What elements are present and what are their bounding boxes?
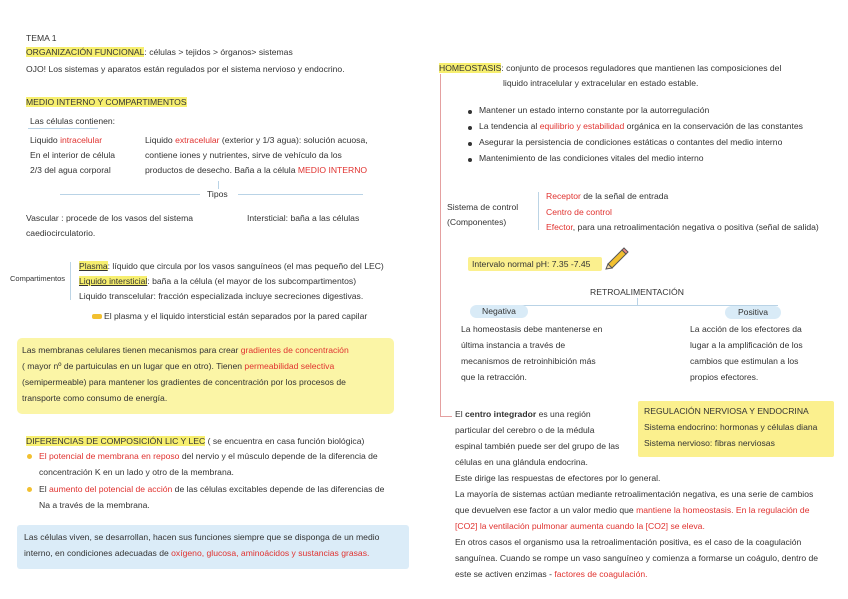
receptor-text: de la señal de entrada xyxy=(580,191,669,201)
pared-capilar-text: El plasma y el liquido intersticial están separados por la pared capilar xyxy=(104,311,368,321)
intracelular-line1 xyxy=(30,135,102,146)
tipos-line-right xyxy=(238,194,363,195)
homeostasis-line2: liquido intracelular y extracelular en estado estable. xyxy=(503,78,699,88)
efector-text: , para una retroalimentación negativa o positiva (señal de salida) xyxy=(572,222,819,232)
potencial-line1 xyxy=(39,451,378,462)
diferencias-heading xyxy=(26,436,364,447)
pencil-icon xyxy=(92,314,102,319)
connector-line xyxy=(28,128,98,129)
plasma-term: Plasma xyxy=(79,261,108,271)
paragraph-line3 xyxy=(455,505,810,516)
membranas-line4: transporte como consumo de energía. xyxy=(22,393,168,403)
centro-pre: El xyxy=(455,409,466,419)
tipos-line-up xyxy=(218,181,219,189)
retro-line-up xyxy=(637,298,638,306)
intracelular-line2: En el interior de célula xyxy=(30,150,116,160)
regulacion-title: REGULACIÓN NERVIOSA Y ENDOCRINA xyxy=(644,406,809,416)
bullet-dot xyxy=(468,126,472,130)
homeostasis-bullet-pre: Mantener un estado interno constante por la autorregulación xyxy=(479,105,710,115)
bullet-dot xyxy=(27,454,32,459)
receptor-line xyxy=(546,191,668,202)
positiva-label: Positiva xyxy=(737,307,769,317)
homeostasis-vline xyxy=(440,74,441,416)
potencial-text: del nervio y el músculo depende de la diferencia de xyxy=(179,451,378,461)
tema-label: TEMA 1 xyxy=(26,33,57,43)
homeostasis-line1 xyxy=(439,63,781,74)
homeostasis-bullet xyxy=(479,121,803,132)
potencial-accion-term: aumento del potencial de acción xyxy=(49,484,173,494)
extracelular-line1 xyxy=(145,135,368,146)
vascular-line2: caediocirculatorio. xyxy=(26,228,96,238)
homeostasis-bullet-pre: Asegurar la persistencia de condiciones estáticas o contantes del medio interno xyxy=(479,137,783,147)
bullet-dot xyxy=(468,142,472,146)
homeostasis-bullet xyxy=(479,153,704,164)
p3-red: mantiene la homeostasis. En la regulación de xyxy=(636,505,810,515)
paragraph-line5: En otros casos el organismo usa la retroalimentación positiva, es el caso de la coagulación xyxy=(455,537,802,547)
centro-integrador-term: centro integrador xyxy=(465,409,537,419)
paragraph-line6: sanguínea. Cuando se rompe un vaso sanguíneo y comienza a formarse un coágulo, dentro de xyxy=(455,553,819,563)
tipos-label: Tipos xyxy=(207,189,228,199)
regulacion-nervioso: Sistema nervioso: fibras nerviosas xyxy=(644,438,775,448)
regulacion-endocrino: Sistema endocrino: hormonas y células diana xyxy=(644,422,818,432)
condiciones-line1: Las células viven, se desarrollan, hacen sus funciones siempre que se disponga de un medio xyxy=(24,532,380,542)
positiva-pill xyxy=(725,306,781,319)
p7-pre: este se activen enzimas - xyxy=(455,569,555,579)
receptor-term: Receptor xyxy=(546,191,581,201)
medio-interno-heading xyxy=(26,97,187,108)
efector-term: Efector xyxy=(546,222,573,232)
homeostasis-bullet xyxy=(479,105,709,116)
positiva-line1: La acción de los efectores da xyxy=(690,324,802,334)
accion-line1 xyxy=(39,484,384,495)
intracelular-term: intracelular xyxy=(60,135,103,145)
positiva-line3: cambios que estimulan a los xyxy=(690,356,799,366)
pencil-icon xyxy=(604,244,630,270)
extra-post: (exterior y 1/3 agua): solución acuosa, xyxy=(219,135,368,145)
negativa-line4: que la retracción. xyxy=(461,372,527,382)
tipos-line-left xyxy=(60,194,200,195)
membranas-l1-pre: Las membranas celulares tienen mecanismos para crear xyxy=(22,345,241,355)
homeostasis-def: : conjunto de procesos reguladores que mantienen las composiciones del xyxy=(501,63,782,73)
extra-pre: Liquido xyxy=(145,135,176,145)
control-bracket xyxy=(538,192,539,230)
medio-interno-title: MEDIO INTERNO Y COMPARTIMENTOS xyxy=(26,97,187,107)
nutrientes-term: oxígeno, glucosa, aminoácidos y sustancias grasas. xyxy=(171,548,370,558)
liquido-intersticial-line xyxy=(79,276,356,287)
diferencias-rest: ( se encuentra en casa función biológica) xyxy=(205,436,365,446)
potencial-reposo-term: El potencial de membrana en reposo xyxy=(39,451,180,461)
gradientes-term: gradientes de concentración xyxy=(240,345,349,355)
permeabilidad-term: permeabilidad selectiva xyxy=(244,361,335,371)
negativa-pill xyxy=(470,305,528,318)
liquido-intersticial-text: : baña a la célula (el mayor de los subcompartimentos) xyxy=(147,276,357,286)
intracelular-line3: 2/3 del agua corporal xyxy=(30,165,111,175)
medio-interno-term: MEDIO INTERNO xyxy=(297,165,368,175)
vascular-line1: Vascular : procede de los vasos del sistema xyxy=(26,213,194,223)
homeostasis-title: HOMEOSTASIS xyxy=(439,63,502,73)
intervalo-ph: Intervalo normal pH: 7.35 -7.45 xyxy=(472,259,591,269)
homeostasis-bullet xyxy=(479,137,782,148)
bullet-dot xyxy=(468,110,472,114)
centro-integrador-line4: células en una glándula endocrina. xyxy=(455,457,588,467)
coagulacion-term: factores de coagulación. xyxy=(554,569,648,579)
condiciones-pre: interno, en condiciones adecuadas de xyxy=(24,548,172,558)
compartimentos-label: Compartimentos xyxy=(10,274,66,283)
intra-pre: Liquido xyxy=(30,135,61,145)
diferencias-title: DIFERENCIAS DE COMPOSICIÓN LIC Y LEC xyxy=(26,436,206,446)
retroalimentacion-title: RETROALIMENTACIÓN xyxy=(590,287,684,297)
paragraph-line4 xyxy=(455,521,705,532)
p3-pre: que devuelven ese factor a un valor medio que xyxy=(455,505,637,515)
compartimentos-bracket xyxy=(70,262,71,300)
accion-pre: El xyxy=(39,484,50,494)
homeostasis-hline xyxy=(440,416,452,417)
centro-integrador-line3: espinal también puede ser del grupo de las xyxy=(455,441,620,451)
accion-line2: Na a través de la membrana. xyxy=(39,500,150,510)
extracelular-line3 xyxy=(145,165,367,176)
paragraph-line7 xyxy=(455,569,648,580)
membranas-line3: (semipermeable) para mantener los gradientes de concentración por los procesos de xyxy=(22,377,346,387)
centro-control-term: Centro de control xyxy=(546,207,612,217)
organizacion-text: : células > tejidos > órganos> sistemas xyxy=(144,47,293,57)
pared-capilar-note xyxy=(92,311,367,322)
homeostasis-bullet-pre: La tendencia al xyxy=(479,121,540,131)
sistema-control-label2: (Componentes) xyxy=(447,217,507,227)
ojo-note: OJO! Los sistemas y aparatos están regulados por el sistema nervioso y endocrino. xyxy=(26,64,345,74)
centro-post: es una región xyxy=(536,409,591,419)
plasma-line xyxy=(79,261,384,272)
extra-l3-pre: productos de desecho. Baña a la célula xyxy=(145,165,298,175)
positiva-line4: propios efectores. xyxy=(690,372,759,382)
bullet-dot xyxy=(468,158,472,162)
negativa-line2: última instancia a través de xyxy=(461,340,566,350)
organizacion-line xyxy=(26,47,293,58)
plasma-text: : líquido que circula por los vasos sanguíneos (el mas pequeño del LEC) xyxy=(107,261,384,271)
p4-red: [CO2] la ventilación pulmonar aumenta cuando la [CO2] se eleva. xyxy=(455,521,705,531)
organizacion-title: ORGANIZACIÓN FUNCIONAL xyxy=(26,47,145,57)
centro-control-line xyxy=(546,207,612,218)
positiva-line2: lugar a la amplificación de los xyxy=(690,340,803,350)
liquido-intersticial-term: Liquido intersticial xyxy=(79,276,148,286)
extracelular-line2: contiene iones y nutrientes, sirve de vehículo da los xyxy=(145,150,342,160)
paragraph-line1: Este dirige las respuestas de efectores por lo general. xyxy=(455,473,661,483)
centro-integrador-line2: particular del cerebro o de la médula xyxy=(455,425,595,435)
membranas-line1 xyxy=(22,345,349,356)
intersticial-label: Intersticial: baña a las células xyxy=(247,213,360,223)
potencial-line2: concentración K en un lado y otro de la membrana. xyxy=(39,467,234,477)
negativa-line1: La homeostasis debe mantenerse en xyxy=(461,324,603,334)
accion-text: de las células excitables depende de las diferencias de xyxy=(172,484,385,494)
celulas-contienen: Las células contienen: xyxy=(30,116,116,126)
homeostasis-bullet-red: equilibrio y estabilidad xyxy=(539,121,625,131)
membranas-l2-pre: ( mayor nº de partuiculas en un lugar que en otro). Tienen xyxy=(22,361,245,371)
transcelular-line: Liquido transcelular: fracción especializada incluye secreciones digestivas. xyxy=(79,291,364,301)
bullet-dot xyxy=(27,487,32,492)
homeostasis-bullet-post: orgánica en la conservación de las constantes xyxy=(624,121,803,131)
extracelular-term: extracelular xyxy=(175,135,220,145)
centro-integrador-line1 xyxy=(455,409,591,420)
membranas-line2 xyxy=(22,361,334,372)
paragraph-line2: La mayoría de sistemas actúan mediante retroalimentación negativa, es una serie de cambios xyxy=(455,489,814,499)
negativa-label: Negativa xyxy=(482,306,516,316)
condiciones-line2 xyxy=(24,548,369,559)
sistema-control-label1: Sistema de control xyxy=(447,202,519,212)
efector-line xyxy=(546,222,819,233)
negativa-line3: mecanismos de retroinhibición más xyxy=(461,356,596,366)
homeostasis-bullet-pre: Mantenimiento de las condiciones vitales del medio interno xyxy=(479,153,704,163)
